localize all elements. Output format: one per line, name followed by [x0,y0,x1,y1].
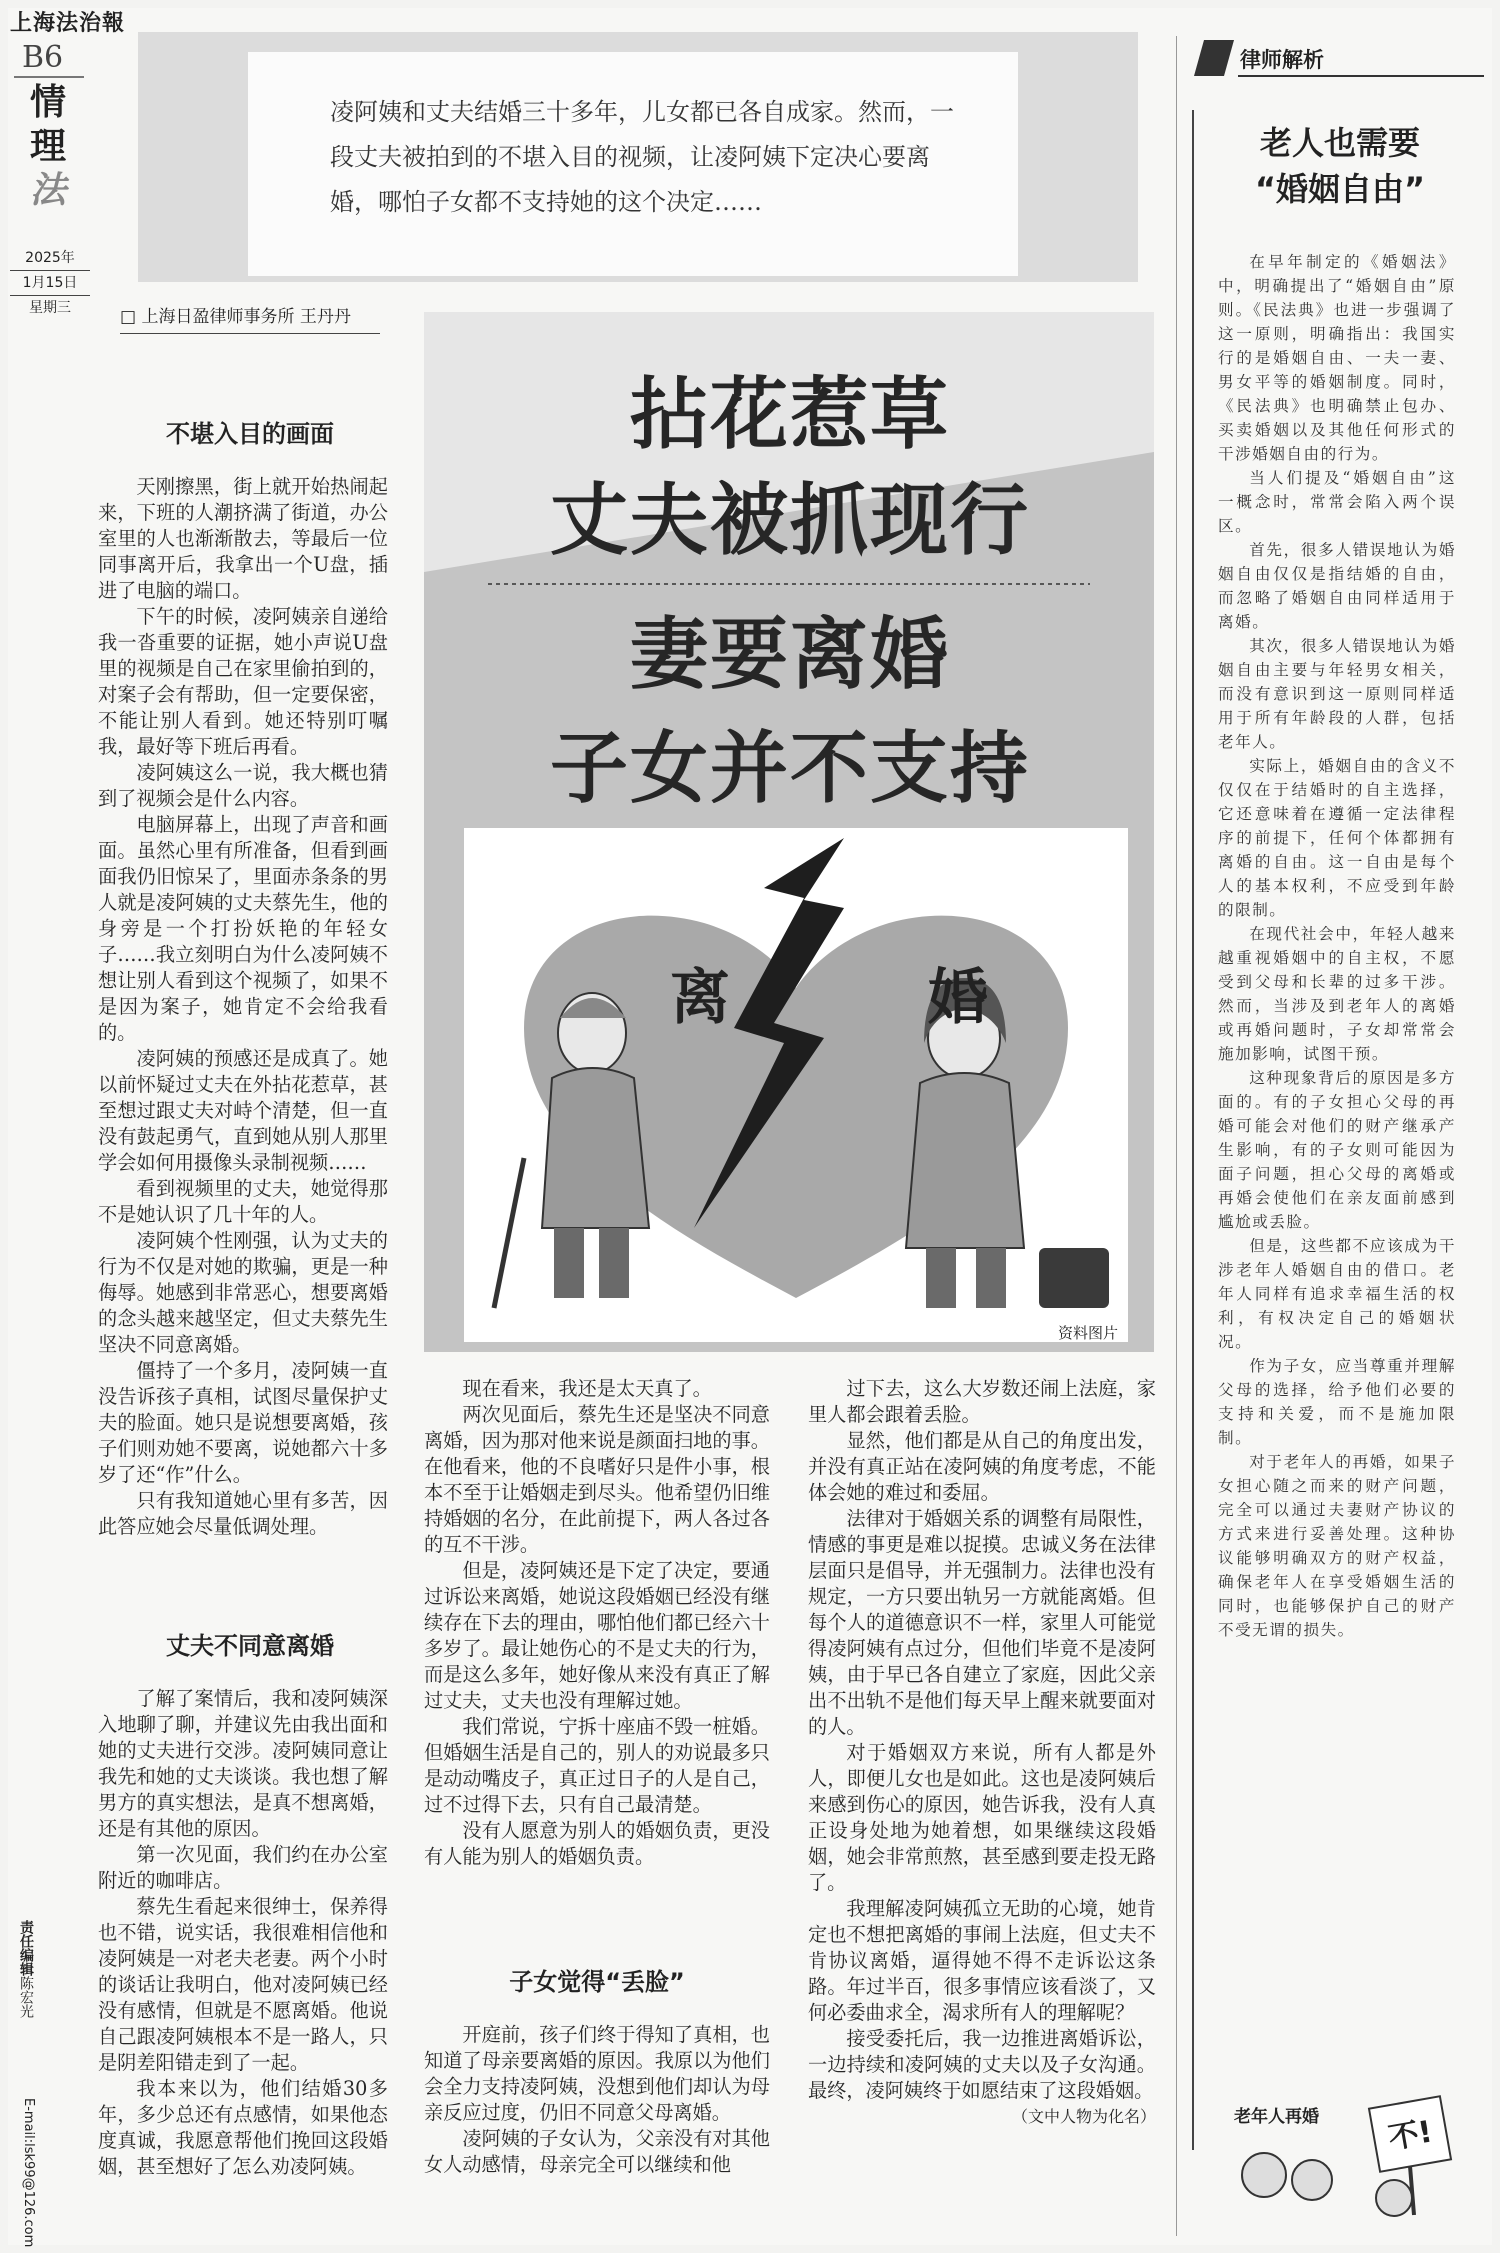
subheading: 不堪入目的画面 [166,420,334,448]
intro-text: 凌阿姨和丈夫结婚三十多年，儿女都已各自成家。然而，一段丈夫被拍到的不堪入目的视频，让凌阿姨下定决心要离婚，哪怕子女都不支持她的这个决定…… [330,98,954,216]
paragraph: 第一次见面，我们约在办公室附近的咖啡店。 [98,1843,388,1892]
editor-credit [2,1920,34,2018]
paragraph: 下午的时候，凌阿姨亲自递给我一沓重要的证据，她小声说U盘里的视频是自己在家里偷拍到的，对案子会有帮助，但一定要保密，不能让别人看到。她还特别叮嘱我，最好等下班后再看。 [98,605,388,758]
paragraph: 只有我知道她心里有多苦，因此答应她会尽量低调处理。 [98,1489,388,1538]
article-column-2a [424,1376,770,1870]
paragraph: 当人们提及“婚姻自由”这一概念时，常常会陷入两个误区。 [1218,469,1456,535]
subheading: 子女觉得“丢脸” [509,1968,685,1996]
headline-line: 拈花惹草 [629,370,950,460]
paragraph: 作为子女，应当尊重并理解父母的选择，给予他们必要的支持和关爱，而不是施加限制。 [1218,1357,1456,1447]
paragraph: 我们常说，宁拆十座庙不毁一桩婚。但婚姻生活是自己的，别人的劝说最多只是动动嘴皮子，真正过日子的人是自己，过不过得下去，只有自己最清楚。 [424,1715,770,1816]
editor-label: 责任编辑 [18,1920,34,1976]
image-credit: 资料图片 [1058,1324,1119,1342]
image-label-left: 离 [670,963,730,1033]
editor-name: 陈宏光 [18,1976,34,2018]
paragraph: 但是，这些都不应该成为干涉老年人婚姻自由的借口。老年人同样有追求幸福生活的权利，有权决定自己的婚姻状况。 [1218,1237,1456,1351]
paragraph: 我理解凌阿姨孤立无助的心境，她肯定也不想把离婚的事闹上法庭，但丈夫不肯协议离婚，逼得她不得不走诉讼这条路。年过半百，很多事情应该看淡了，又何必委曲求全，渴求所有人的理解呢？ [808,1897,1156,2024]
paragraph: 过下去，这么大岁数还闹上法庭，家里人都会跟着丢脸。 [808,1377,1156,1426]
paragraph: 对于老年人的再婚，如果子女担心随之而来的财产问题，完全可以通过夫妻财产协议的方式来进行妥善处理。这种协议能够明确双方的财产权益，确保老年人在享受婚姻生活的同时，也能够保护自己的财产不受无谓的损失。 [1218,1453,1456,1639]
analysis-tag: 律师解析 [1240,48,1324,72]
name-note: （文中人物为化名） [1011,2107,1156,2126]
analysis-text [1218,250,1456,1642]
broken-heart-illustration [464,828,1128,1342]
article-column-3 [808,1376,1156,2130]
weekday: 星期三 [29,300,71,316]
paragraph: 其次，很多人错误地认为婚姻自由主要与年轻男女相关，而没有意识到这一原则同样适用于所有年龄段的人群，包括老年人。 [1218,637,1456,751]
headline-line: 丈夫被抓现行 [549,476,1030,566]
paragraph: 电脑屏幕上，出现了声音和画面。虽然心里有所准备，但看到画面我仍旧惊呆了，里面赤条条的男人就是凌阿姨的丈夫蔡先生，他的身旁是一个打扮妖艳的年轻女子……我立刻明白为什么凌阿姨不想让别人看到这个视频了，如果不是因为案子，她肯定不会给我看的。 [98,813,388,1044]
paragraph: 两次见面后，蔡先生还是坚决不同意离婚，因为那对他来说是颜面扫地的事。在他看来，他的不良嗜好只是件小事，根本不至于让婚姻走到尽头。他希望仍旧维持婚姻的名分，在此前提下，两人各过各的互不干涉。 [424,1403,770,1556]
paragraph: 但是，凌阿姨还是下定了决定，要通过诉讼来离婚，她说这段婚姻已经没有继续存在下去的理由，哪怕他们都已经六十多岁了。最让她伤心的不是丈夫的行为，而是这么多年，她好像从来没有真正了解过丈夫，丈夫也没有理解过她。 [424,1559,770,1712]
paper-name: 上海法治報 [10,10,126,36]
date-day: 1月15日 [10,270,90,296]
paragraph: 蔡先生看起来很绅士，保养得也不错，说实话，我很难相信他和凌阿姨是一对老夫老妻。两个小时的谈话让我明白，他对凌阿姨已经没有感情，但就是不愿离婚。他说自己跟凌阿姨根本不是一路人，只是阴差阳错走到了一起。 [98,1895,388,2074]
paragraph: 首先，很多人错误地认为婚姻自由仅仅是指结婚的自由，而忽略了婚姻自由同样适用于离婚。 [1218,541,1456,631]
paragraph: 凌阿姨的预感还是成真了。她以前怀疑过丈夫在外拈花惹草，甚至想过跟丈夫对峙个清楚，但一直没有鼓起勇气，直到她从别人那里学会如何用摄像头录制视频…… [98,1047,388,1174]
image-label-right: 婚 [928,963,988,1033]
paragraph: 没有人愿意为别人的婚姻负责，更没有人能为别人的婚姻负责。 [424,1819,770,1868]
paragraph: 这种现象背后的原因是多方面的。有的子女担心父母的再婚可能会对他们的财产继承产生影响，有的子女则可能因为面子问题，担心父母的离婚或再婚会使他们在亲友面前感到尴尬或丢脸。 [1218,1069,1456,1231]
paragraph: 现在看来，我还是太天真了。 [462,1377,712,1400]
illustration [464,828,1128,1342]
tag-banner [1194,36,1484,80]
masthead-rule [14,76,84,78]
paragraph: 接受委托后，我一边推进离婚诉讼，一边持续和凌阿姨的丈夫以及子女沟通。最终，凌阿姨终于如愿结束了这段婚姻。 [808,2027,1156,2102]
analysis-rule [1192,110,1194,2150]
cartoon-caption: 老年人再婚 [1234,2107,1319,2127]
section-char: 理 [29,125,66,167]
article-column-2b [424,2022,770,2178]
paragraph: 凌阿姨的子女认为，父亲没有对其他女人动感情，母亲完全可以继续和他 [424,2127,770,2176]
title-line: “婚姻自由” [1254,170,1426,208]
paragraph: 了解了案情后，我和凌阿姨深入地聊了聊，并建议先由我出面和她的丈夫进行交涉。凌阿姨同意让我先和她的丈夫谈谈。我也想了解男方的真实想法，是真不想离婚，还是有其他的原因。 [98,1687,388,1840]
article-column-1a [98,474,388,1540]
paragraph: 看到视频里的丈夫，她觉得那不是她认识了几十年的人。 [98,1177,388,1226]
paragraph: 显然，他们都是从自己的角度出发，并没有真正站在凌阿姨的角度考虑，不能体会她的难过和委屈。 [808,1429,1156,1504]
cartoon [1224,2080,1460,2220]
paragraph: 在早年制定的《婚姻法》中，明确提出了“婚姻自由”原则。《民法典》也进一步强调了这一原则，明确指出：我国实行的是婚姻自由、一夫一妻、男女平等的婚姻制度。同时，《民法典》也明确禁止包办、买卖婚姻以及其他任何形式的干涉婚姻自由的行为。 [1218,253,1456,463]
section-char: 法 [29,169,66,211]
headline-line: 妻要离婚 [629,610,950,700]
paragraph: 我本来以为，他们结婚30多年，多少总还有点感情，如果他态度真诚，我愿意帮他们挽回这段婚姻，甚至想好了怎么劝凌阿姨。 [98,2077,388,2178]
headline-line: 子女并不支持 [549,724,1030,814]
paragraph: 法律对于婚姻关系的调整有局限性，情感的事更是难以捉摸。忠诚义务在法律层面只是倡导，并无强制力。法律也没有规定，一方只要出轨另一方就能离婚。但每个人的道德意识不一样，家里人可能觉得凌阿姨有点过分，但他们毕竟不是凌阿姨，由于早已各自建立了家庭，因此父亲出不出轨不是他们每天早上醒来就要面对的人。 [808,1507,1156,1738]
article-column-1b [98,1686,388,2180]
paragraph: 对于婚姻双方来说，所有人都是外人，即便儿女也是如此。这也是凌阿姨后来感到伤心的原因，她告诉我，没有人真正设身处地为她着想，如果继续这段婚姻，她会非常煎熬，甚至感到要走投无路了。 [808,1741,1156,1894]
paragraph: 实际上，婚姻自由的含义不仅仅在于结婚时的自主选择，它还意味着在遵循一定法律程序的前提下，任何个体都拥有离婚的自由。这一自由是每个人的基本权利，不应受到年龄的限制。 [1218,757,1456,919]
section-char: 情 [29,81,66,123]
cartoon-sign: 不! [1385,2114,1436,2157]
section-name [26,80,70,212]
subheading: 丈夫不同意离婚 [166,1632,334,1660]
editor-email: E-mail:lsk99@126.com [21,2098,36,2248]
paragraph: 凌阿姨这么一说，我大概也猜到了视频会是什么内容。 [98,761,388,810]
title-line: 老人也需要 [1259,124,1420,162]
date-block [10,246,90,320]
paragraph: 开庭前，孩子们终于得知了真相，也知道了母亲要离婚的原因。我原以为他们会全力支持凌阿姨，没想到他们却认为母亲反应过度，仍旧不同意父母离婚。 [424,2023,770,2124]
byline: □ 上海日盈律师事务所 王丹丹 [120,302,380,334]
analysis-title [1195,120,1485,212]
column-divider [1176,36,1177,2236]
page-number: B6 [22,40,64,75]
paragraph: 僵持了一个多月，凌阿姨一直没告诉孩子真相，试图尽量保护丈夫的脸面。她只是说想要离婚，孩子们则劝她不要离，说她都六十多岁了还“作”什么。 [98,1359,388,1486]
paragraph: 凌阿姨个性刚强，认为丈夫的行为不仅是对她的欺骗，更是一种侮辱。她感到非常恶心，想要离婚的念头越来越坚定，但丈夫蔡先生坚决不同意离婚。 [98,1229,388,1356]
paragraph: 天刚擦黑，街上就开始热闹起来，下班的人潮挤满了街道，办公室里的人也渐渐散去，等最后一位同事离开后，我拿出一个U盘，插进了电脑的端口。 [98,475,388,602]
date-year: 2025年 [25,250,75,266]
paragraph: 在现代社会中，年轻人越来越重视婚姻中的自主权，不愿受到父母和长辈的过多干涉。然而，当涉及到老年人的离婚或再婚问题时，子女却常常会施加影响，试图干预。 [1218,925,1456,1063]
old-man-figure [494,993,649,1308]
